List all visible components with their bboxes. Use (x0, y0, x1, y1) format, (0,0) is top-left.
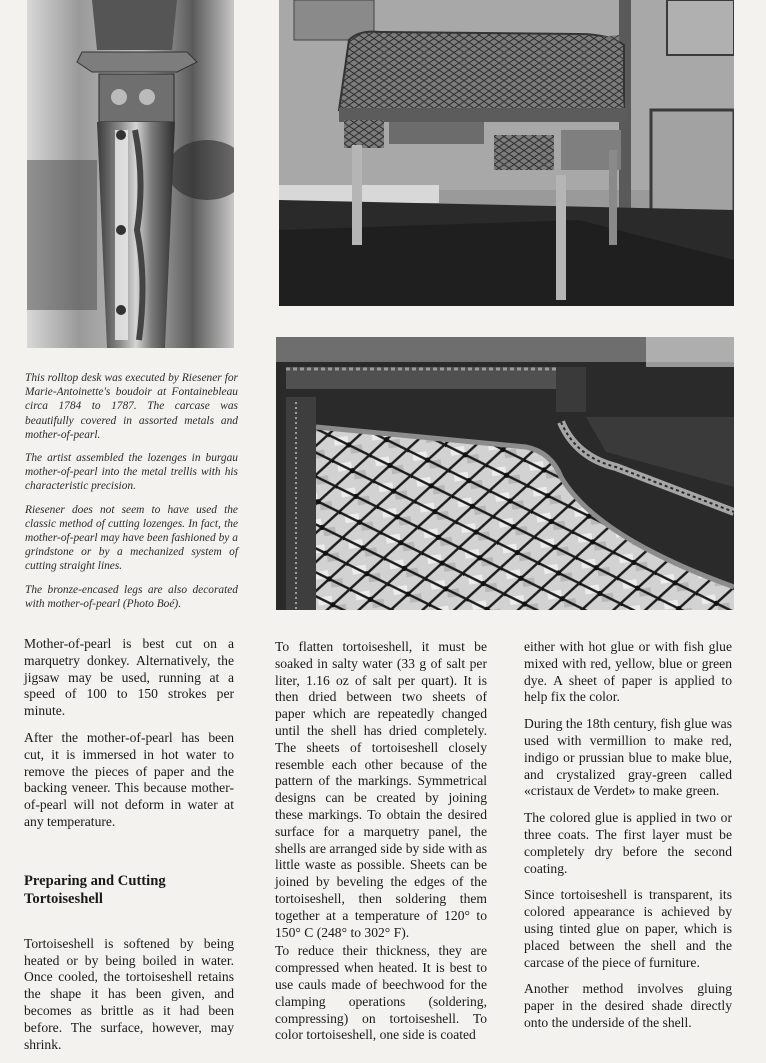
photo-caption (25, 371, 238, 620)
body-paragraph: Since tortoiseshell is transparent, its colored appearance is achieved by using tinted glue on paper, which is placed between the shell and the carcase of the piece of furniture. (524, 887, 732, 970)
text-column-2 (275, 639, 487, 1054)
body-paragraph: During the 18th century, fish glue was used with vermillion to make red, indigo or prussian blue to make blue, and crystalized gray-green called «cristaux de Verdet» to make green. (524, 716, 732, 799)
photo-mother-of-pearl-trellis (276, 337, 734, 610)
body-paragraph: Another method involves gluing paper in the desired shade directly onto the underside of the shell. (524, 981, 732, 1030)
text-column-3 (524, 639, 732, 1042)
caption-paragraph: The artist assembled the lozenges in burgau mother-of-pearl into the metal trellis with his characteristic precision. (25, 452, 238, 493)
section-heading: Preparing and Cutting Tortoiseshell (24, 872, 166, 907)
photo-rolltop-desk (279, 0, 734, 306)
body-paragraph: Tortoiseshell is softened by being heated or by being boiled in water. Once cooled, the tortoiseshell retains the shape it has been given, and becomes as brittle as it had been before. The surface, however, may shrink. (24, 935, 234, 1052)
caption-paragraph: The bronze-encased legs are also decorated with mother-of-pearl (Photo Boé). (25, 583, 238, 610)
body-paragraph: The colored glue is applied in two or three coats. The first layer must be completely dry before the second coating. (524, 810, 732, 876)
body-paragraph: After the mother-of-pearl has been cut, it is immersed in hot water to remove the pieces of paper and the backing veneer. This because mother-of-pearl will not deform in water at any temperature. (24, 729, 234, 829)
body-paragraph: Mother-of-pearl is best cut on a marquetry donkey. Alternatively, the jigsaw may be used, running at a speed of 100 to 150 strokes per minute. (24, 636, 234, 719)
body-paragraph: To flatten tortoiseshell, it must be soaked in salty water (33 g of salt per liter, 1.16 oz of salt per quart). It is then dried between two sheets of paper which are repeatedly changed until the shell has dried completely. The sheets of tortoiseshell closely resemble each other because of the pattern of the markings. Symmetrical designs can be created by joining these markings. To obtain the desired surface for a marquetry panel, the shells are arranged side by side with as little waste as possible. Sheets can be joined by beveling the edges of the tortoiseshell, then soldering them together at a temperature of 120° to 150° C (248° to 302° F). (275, 639, 487, 940)
body-paragraph: To reduce their thickness, they are compressed when heated. It is best to use cauls made of beechwood for the clamping operations (soldering, compressing) on tortoiseshell. To color tortoiseshell, one side is coated (275, 943, 487, 1043)
body-paragraph: either with hot glue or with fish glue mixed with red, yellow, blue or green dye. A sheet of paper is applied to help fix the color. (524, 639, 732, 705)
photo-leg-detail (27, 0, 234, 348)
text-column-1 (24, 636, 234, 1063)
caption-paragraph: Riesener does not seem to have used the classic method of cutting lozenges. In fact, the mother-of-pearl may have been fashioned by a grindstone or by a mechanized system of cutting straight lines. (25, 503, 238, 573)
caption-paragraph: This rolltop desk was executed by Riesener for Marie-Antoinette's boudoir at Fontainebleau circa 1784 to 1787. The carcase was beautifully covered in assorted metals and mother-of-pearl. (25, 372, 238, 441)
